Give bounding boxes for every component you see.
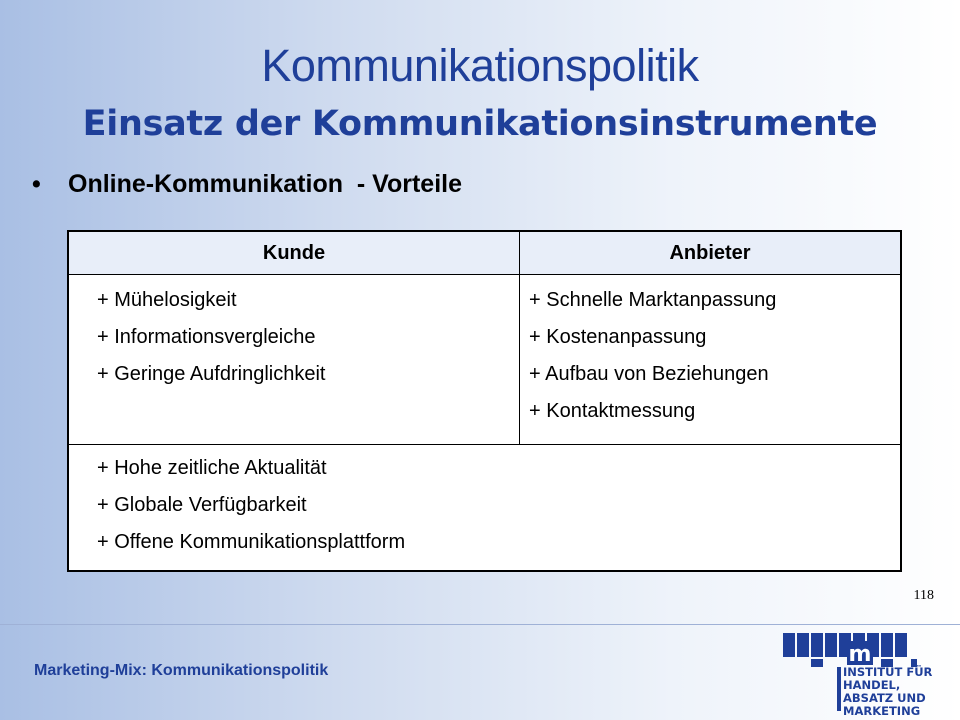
footer-divider: [0, 624, 960, 625]
anbieter-column: [529, 282, 776, 430]
institute-name-text: INSTITUT FÜR HANDEL, ABSATZ UND MARKETING: [843, 665, 933, 718]
header-kunde: Kunde: [69, 232, 520, 275]
list-item: + Aufbau von Beziehungen: [529, 363, 769, 385]
bullet-dot-icon: •: [32, 170, 41, 198]
list-item: + Informationsvergleiche: [97, 326, 316, 348]
column-divider: [519, 274, 520, 444]
kunde-column: [97, 282, 325, 393]
institute-name: [843, 666, 943, 718]
shared-row: [97, 450, 405, 561]
logo-letter: m: [848, 642, 872, 667]
bullet-point: [32, 170, 462, 199]
page-number: 118: [913, 588, 934, 603]
advantages-table: [67, 230, 902, 572]
list-item: + Kontaktmessung: [529, 400, 696, 422]
footer-label: Marketing-Mix: Kommunikationspolitik: [34, 662, 329, 679]
list-item: + Kostenanpassung: [529, 326, 707, 348]
slide-title: Kommunikationspolitik: [261, 40, 699, 91]
list-item: + Offene Kommunikationsplattform: [97, 531, 406, 553]
list-item: + Geringe Aufdringlichkeit: [97, 363, 326, 385]
header-anbieter: Anbieter: [520, 232, 900, 275]
list-item: + Mühelosigkeit: [97, 289, 237, 311]
list-item: + Hohe zeitliche Aktualität: [97, 457, 327, 479]
list-item: + Globale Verfügbarkeit: [97, 494, 307, 516]
bullet-text: Online-Kommunikation - Vorteile: [68, 170, 463, 198]
list-item: + Schnelle Marktanpassung: [529, 289, 777, 311]
slide-subtitle: Einsatz der Kommunikationsinstrumente: [82, 104, 878, 144]
row-divider: [69, 444, 900, 445]
